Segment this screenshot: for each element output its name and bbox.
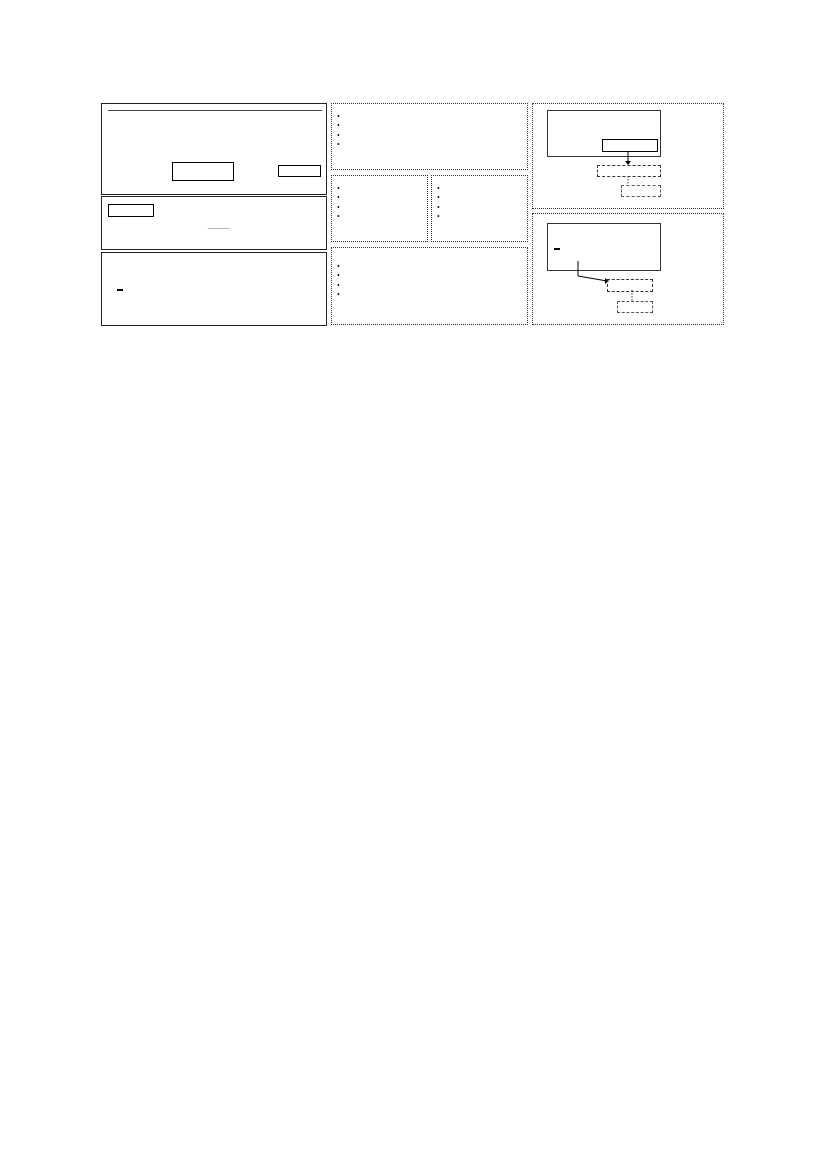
vis4-tokens bbox=[607, 279, 653, 292]
example-4-box bbox=[331, 247, 528, 325]
doc-report-panel bbox=[101, 252, 327, 326]
visualization-example-4 bbox=[532, 213, 724, 325]
example-1-box bbox=[331, 103, 528, 170]
doc-form-table bbox=[101, 103, 327, 195]
example-3-box bbox=[431, 175, 528, 242]
section-3-7-heading bbox=[424, 389, 436, 407]
geography-box bbox=[108, 204, 154, 217]
vis2-tokens bbox=[597, 165, 661, 177]
highlight-box-company bbox=[172, 162, 234, 181]
example-2-box bbox=[331, 175, 428, 242]
file-with-box bbox=[117, 289, 123, 291]
vis4-strip-bracket bbox=[617, 301, 653, 313]
vis2-strip-bracket bbox=[621, 185, 661, 197]
visualization-example-2 bbox=[532, 103, 724, 209]
doc-geography-panel: _______ bbox=[101, 196, 327, 250]
highlight-box-fax bbox=[278, 165, 321, 177]
section-3-6-heading bbox=[98, 651, 110, 669]
